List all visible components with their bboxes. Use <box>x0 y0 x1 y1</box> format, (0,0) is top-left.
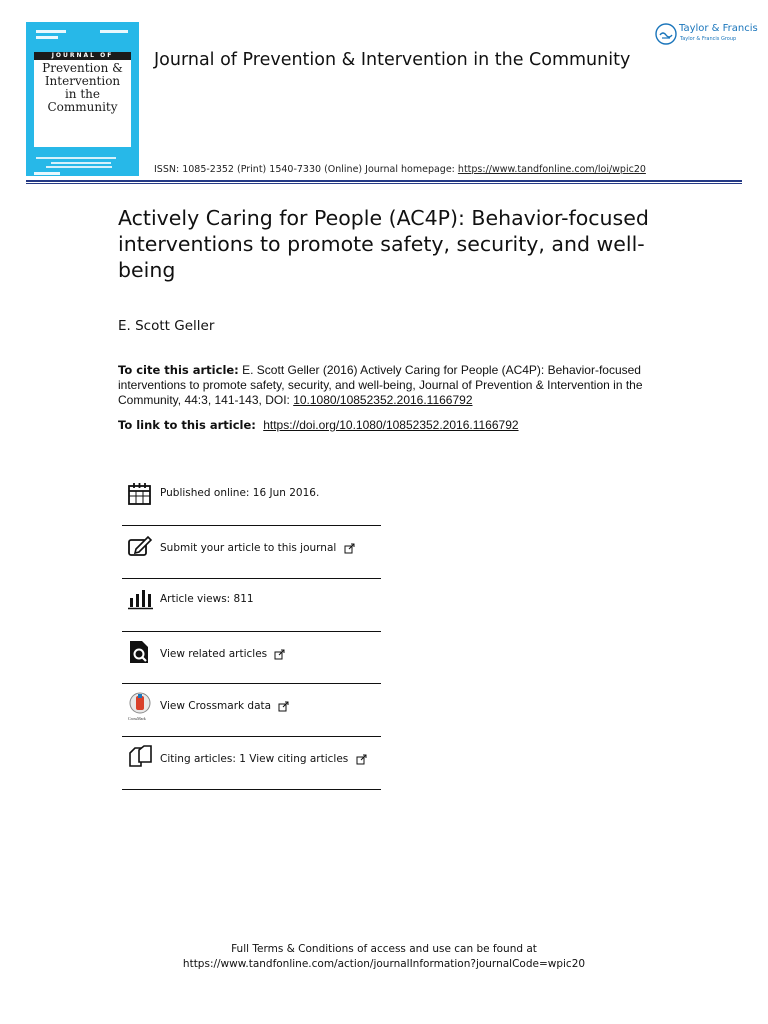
divider <box>122 683 381 684</box>
article-author: E. Scott Geller <box>118 318 215 334</box>
citation-block <box>118 363 678 408</box>
external-link-icon <box>344 543 355 554</box>
cover-title-line: in the <box>64 87 101 101</box>
cover-detail <box>36 30 66 33</box>
article-doi-url[interactable]: https://doi.org/10.1080/10852352.2016.1166792 <box>263 418 519 432</box>
divider <box>122 578 381 579</box>
footer-terms-url[interactable]: https://www.tandfonline.com/action/journalInformation?journalCode=wpic20 <box>182 958 586 970</box>
publisher-subname: Taylor & Francis Group <box>680 36 737 42</box>
published-online: Published online: 16 Jun 2016. <box>160 487 320 499</box>
calendar-icon <box>127 481 153 507</box>
article-title: Actively Caring for People (AC4P): Behavior-focused interventions to promote safety, security, and well-being <box>118 206 649 282</box>
view-crossmark-label: View Crossmark data <box>160 700 272 712</box>
cover-detail <box>51 162 111 164</box>
view-related-articles-link[interactable] <box>160 648 285 660</box>
cover-title-line: Prevention & <box>42 61 123 75</box>
cover-title-line: Community <box>47 100 118 114</box>
header-rule <box>26 180 742 182</box>
related-articles-icon <box>127 639 153 665</box>
divider <box>122 736 381 737</box>
journal-homepage-link[interactable]: https://www.tandfonline.com/loi/wpic20 <box>457 164 646 175</box>
cover-detail <box>36 36 58 39</box>
cover-detail <box>34 172 60 175</box>
submit-article-link[interactable] <box>160 542 355 554</box>
link-label: To link to this article: <box>118 418 260 432</box>
journal-title: Journal of Prevention & Intervention in the Community <box>154 50 631 70</box>
cover-detail <box>100 30 128 33</box>
submit-article-label: Submit your article to this journal <box>160 542 337 554</box>
cover-detail <box>36 157 116 159</box>
crossmark-logo-text: CrossMark <box>128 716 146 721</box>
cover-title-line: Intervention <box>44 74 121 88</box>
taylor-francis-logo-icon <box>654 22 678 46</box>
issn-text: ISSN: 1085-2352 (Print) 1540-7330 (Online) Journal homepage: <box>154 164 458 175</box>
external-link-icon <box>278 701 289 712</box>
cite-text: E. Scott Geller (2016) Actively Caring for People (AC4P): Behavior-focused interventions to promote safety, security, and well-being, Journal of Prevention & Intervention in the Community, 44:3, 141-143, DOI: <box>118 363 643 407</box>
cite-label: To cite this article: <box>118 363 239 377</box>
edit-icon <box>127 534 153 560</box>
cover-detail <box>46 166 112 168</box>
issn-line <box>154 164 646 175</box>
footer-terms-text: Full Terms & Conditions of access and use can be found at <box>231 943 537 955</box>
crossmark-icon <box>127 692 153 718</box>
citing-articles-link[interactable] <box>160 753 367 765</box>
view-related-articles-label: View related articles <box>160 648 268 660</box>
cover-band: JOURNAL OF <box>34 52 131 60</box>
journal-cover-image <box>26 22 139 176</box>
citing-articles-label: Citing articles: 1 View citing articles <box>160 753 349 765</box>
article-views: Article views: 811 <box>160 593 254 605</box>
doi-link[interactable]: 10.1080/10852352.2016.1166792 <box>293 393 473 407</box>
divider <box>122 789 381 790</box>
external-link-icon <box>274 649 285 660</box>
external-link-icon <box>356 754 367 765</box>
publisher-name: Taylor & Francis <box>679 23 758 34</box>
cover-title <box>34 62 131 114</box>
divider <box>122 631 381 632</box>
divider <box>122 525 381 526</box>
view-crossmark-link[interactable] <box>160 700 289 712</box>
bar-chart-icon <box>127 586 153 612</box>
citing-articles-icon <box>127 744 153 770</box>
footer <box>0 942 768 972</box>
article-link-line <box>118 418 678 432</box>
header-rule-thin <box>26 183 742 184</box>
